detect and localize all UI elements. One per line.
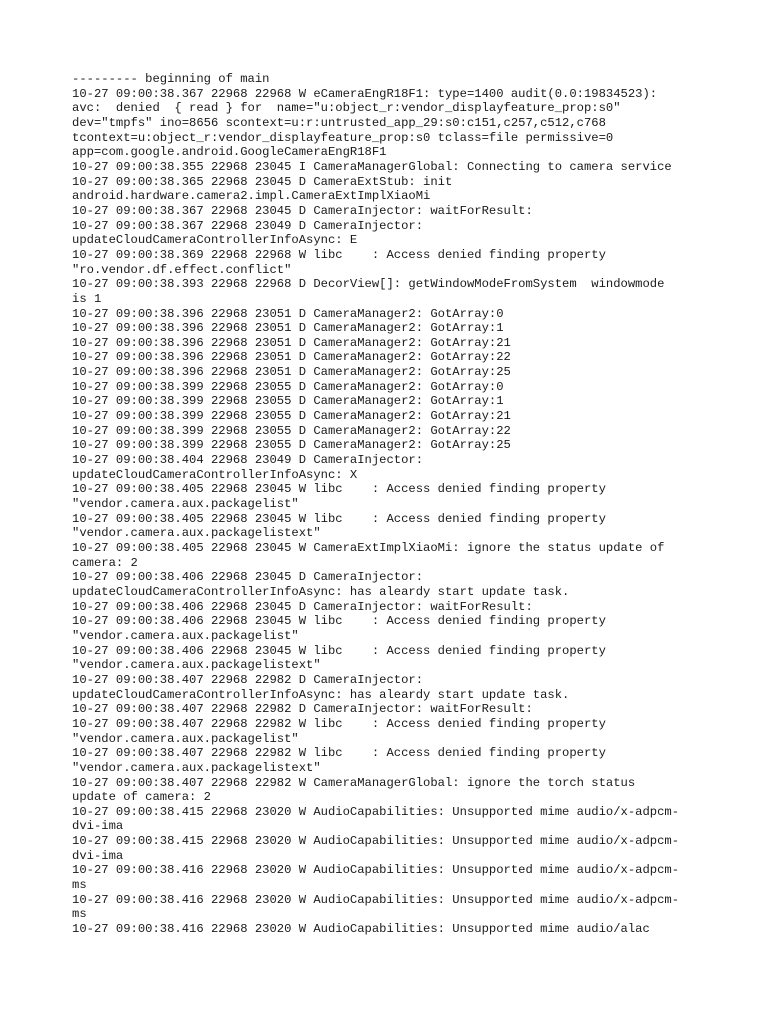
- log-line: ms: [72, 878, 87, 893]
- log-line: tcontext=u:object_r:vendor_displayfeature_prop:s0 tclass=file permissive=0: [72, 130, 614, 145]
- log-line: updateCloudCameraControllerInfoAsync: E: [72, 233, 358, 248]
- log-line: 10-27 09:00:38.405 22968 23045 W libc : Access denied finding property: [72, 511, 606, 526]
- log-line: --------- beginning of main: [72, 72, 270, 86]
- log-line: 10-27 09:00:38.405 22968 23045 W libc : Access denied finding property: [72, 482, 606, 497]
- log-line: dvi-ima: [72, 819, 124, 834]
- log-line: 10-27 09:00:38.406 22968 23045 D CameraInjector: waitForResult:: [72, 599, 533, 614]
- log-line: 10-27 09:00:38.406 22968 23045 D CameraInjector:: [72, 570, 424, 585]
- log-line: 10-27 09:00:38.393 22968 22968 D DecorView[]: getWindowModeFromSystem windowmode: [72, 277, 665, 292]
- log-line: update of camera: 2: [72, 790, 211, 805]
- log-line: 10-27 09:00:38.399 22968 23055 D CameraManager2: GotArray:25: [72, 438, 511, 453]
- log-line: "vendor.camera.aux.packagelist": [72, 628, 299, 643]
- log-line: ms: [72, 907, 87, 922]
- log-line: camera: 2: [72, 555, 138, 570]
- log-line: 10-27 09:00:38.396 22968 23051 D CameraManager2: GotArray:21: [72, 335, 511, 350]
- log-line: 10-27 09:00:38.399 22968 23055 D CameraManager2: GotArray:21: [72, 409, 511, 424]
- log-line: "ro.vendor.df.effect.conflict": [72, 262, 292, 277]
- log-text-block: [72, 72, 712, 937]
- log-line: 10-27 09:00:38.415 22968 23020 W AudioCapabilities: Unsupported mime audio/x-adpcm-: [72, 804, 680, 819]
- log-line: 10-27 09:00:38.416 22968 23020 W AudioCapabilities: Unsupported mime audio/alac: [72, 922, 650, 937]
- log-line: 10-27 09:00:38.399 22968 23055 D CameraManager2: GotArray:1: [72, 394, 504, 409]
- log-line: 10-27 09:00:38.416 22968 23020 W AudioCapabilities: Unsupported mime audio/x-adpcm-: [72, 863, 680, 878]
- log-line: 10-27 09:00:38.396 22968 23051 D CameraManager2: GotArray:1: [72, 321, 504, 336]
- log-line: dev="tmpfs" ino=8656 scontext=u:r:untrusted_app_29:s0:c151,c257,c512,c768: [72, 115, 606, 130]
- log-line: 10-27 09:00:38.367 22968 23045 D CameraInjector: waitForResult:: [72, 203, 533, 218]
- log-line: "vendor.camera.aux.packagelistext": [72, 526, 321, 541]
- log-line: "vendor.camera.aux.packagelist": [72, 731, 299, 746]
- log-line: 10-27 09:00:38.367 22968 23049 D CameraInjector:: [72, 218, 424, 233]
- log-line: dvi-ima: [72, 848, 124, 863]
- log-line: 10-27 09:00:38.407 22968 22982 W CameraManagerGlobal: ignore the torch status: [72, 775, 636, 790]
- log-line: 10-27 09:00:38.355 22968 23045 I CameraManagerGlobal: Connecting to camera service: [72, 159, 672, 174]
- log-line: updateCloudCameraControllerInfoAsync: has aleardy start update task.: [72, 687, 570, 702]
- log-line: 10-27 09:00:38.405 22968 23045 W CameraExtImplXiaoMi: ignore the status update of: [72, 541, 665, 555]
- log-line: 10-27 09:00:38.407 22968 22982 D CameraInjector: waitForResult:: [72, 702, 533, 717]
- log-line: 10-27 09:00:38.367 22968 22968 W eCameraEngR18F1: type=1400 audit(0.0:19834523):: [72, 86, 658, 101]
- log-line: 10-27 09:00:38.406 22968 23045 W libc : Access denied finding property: [72, 643, 606, 658]
- log-line: 10-27 09:00:38.416 22968 23020 W AudioCapabilities: Unsupported mime audio/x-adpcm-: [72, 892, 680, 907]
- log-line: "vendor.camera.aux.packagelistext": [72, 658, 321, 673]
- log-line: "vendor.camera.aux.packagelist": [72, 497, 299, 512]
- log-line: 10-27 09:00:38.369 22968 22968 W libc : Access denied finding property: [72, 247, 606, 262]
- log-line: 10-27 09:00:38.399 22968 23055 D CameraManager2: GotArray:0: [72, 379, 504, 394]
- log-line: 10-27 09:00:38.406 22968 23045 W libc : Access denied finding property: [72, 614, 606, 629]
- log-line: 10-27 09:00:38.407 22968 22982 W libc : Access denied finding property: [72, 746, 606, 761]
- log-line: updateCloudCameraControllerInfoAsync: has aleardy start update task.: [72, 584, 570, 599]
- log-line: 10-27 09:00:38.396 22968 23051 D CameraManager2: GotArray:25: [72, 365, 511, 380]
- log-line: 10-27 09:00:38.404 22968 23049 D CameraInjector:: [72, 453, 424, 468]
- log-line: 10-27 09:00:38.399 22968 23055 D CameraManager2: GotArray:22: [72, 423, 511, 438]
- log-line: 10-27 09:00:38.407 22968 22982 W libc : Access denied finding property: [72, 716, 606, 731]
- log-line: updateCloudCameraControllerInfoAsync: X: [72, 467, 358, 482]
- log-line: "vendor.camera.aux.packagelistext": [72, 760, 321, 775]
- log-line: 10-27 09:00:38.407 22968 22982 D CameraInjector:: [72, 672, 424, 687]
- log-line: avc: denied { read } for name="u:object_r:vendor_displayfeature_prop:s0": [72, 101, 621, 116]
- log-line: 10-27 09:00:38.415 22968 23020 W AudioCapabilities: Unsupported mime audio/x-adpcm-: [72, 834, 680, 849]
- log-line: android.hardware.camera2.impl.CameraExtImplXiaoMi: [72, 189, 431, 204]
- log-line: app=com.google.android.GoogleCameraEngR18F1: [72, 145, 387, 160]
- log-line: 10-27 09:00:38.365 22968 23045 D CameraExtStub: init: [72, 174, 453, 189]
- log-line: 10-27 09:00:38.396 22968 23051 D CameraManager2: GotArray:22: [72, 350, 511, 365]
- log-line: is 1: [72, 291, 102, 306]
- log-line: 10-27 09:00:38.396 22968 23051 D CameraManager2: GotArray:0: [72, 306, 504, 321]
